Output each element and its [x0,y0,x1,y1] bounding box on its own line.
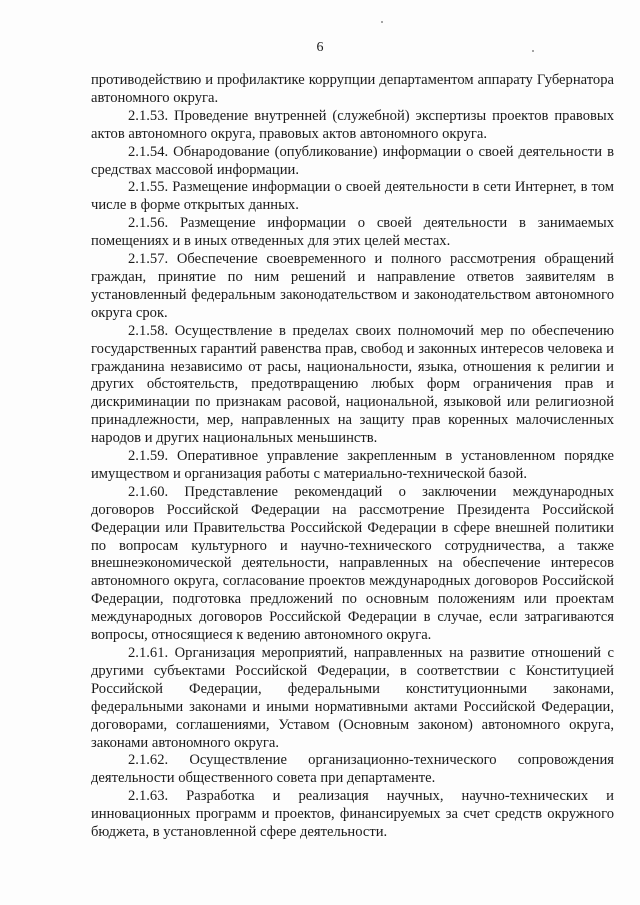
paragraph-2-1-54: 2.1.54. Обнародование (опубликование) информации о своей деятельности в средствах массовой информации. [91,143,614,178]
page-number: 6 [316,40,324,55]
scan-speck [381,21,383,23]
paragraph-2-1-60: 2.1.60. Представление рекомендаций о заключении международных договоров Российской Федерации на рассмотрение Президента Российской Федерации или Правительства Российской Федерации в сфере внешней политики по вопросам культурного и научно-технического сотрудничества, а также внешнеэкономической деятельности, направленных на обеспечение интересов автономного округа, согласование проектов международных договоров Российской Федерации, подготовка предложений по основным положениям или проектам международных договоров Российской Федерации в случае, если затрагиваются вопросы, относящиеся к ведению автономного округа. [91,483,614,644]
document-body [91,72,614,842]
paragraph-2-1-55: 2.1.55. Размещение информации о своей деятельности в сети Интернет, в том числе в форме открытых данных. [91,179,614,214]
paragraph-2-1-63: 2.1.63. Разработка и реализация научных, научно-технических и инновационных программ и проектов, финансируемых за счет средств окружного бюджета, в установленной сфере деятельности. [91,788,614,841]
paragraph-2-1-62: 2.1.62. Осуществление организационно-технического сопровождения деятельности общественного совета при департаменте. [91,752,614,787]
paragraph-2-1-58: 2.1.58. Осуществление в пределах своих полномочий мер по обеспечению государственных гарантий равенства прав, свобод и законных интересов человека и гражданина независимо от расы, национальности, языка, отношения к религии и других обстоятельств, предотвращению любых форм ограничения прав и дискриминации по признакам расовой, национальной, языковой или религиозной принадлежности, мер, направленных на защиту прав коренных малочисленных народов и других национальных меньшинств. [91,322,614,447]
paragraph-2-1-53: 2.1.53. Проведение внутренней (служебной) экспертизы проектов правовых актов автономного округа, правовых актов автономного округа. [91,107,614,142]
paragraph-2-1-61: 2.1.61. Организация мероприятий, направленных на развитие отношений с другими субъектами Российской Федерации, в соответствии с Конституцией Российской Федерации, федеральными конституционными законами, федеральными законами и иными нормативными актами Российской Федерации, договорами, соглашениями, Уставом (Основным законом) автономного округа, законами автономного округа. [91,645,614,751]
paragraph-2-1-56: 2.1.56. Размещение информации о своей деятельности в занимаемых помещениях и в иных отведенных для этих целей местах. [91,215,614,250]
paragraph-2-1-57: 2.1.57. Обеспечение своевременного и полного рассмотрения обращений граждан, принятие по ним решений и направление ответов заявителям в установленный федеральным законодательством и законодательством автономного округа срок. [91,251,614,321]
scan-speck [532,50,534,52]
paragraph-2-1-59: 2.1.59. Оперативное управление закрепленным в установленном порядке имуществом и организация работы с материально-технической базой. [91,448,614,482]
paragraph-continuation: противодействию и профилактике коррупции департаментом аппарату Губернатора автономного округа. [91,72,614,106]
